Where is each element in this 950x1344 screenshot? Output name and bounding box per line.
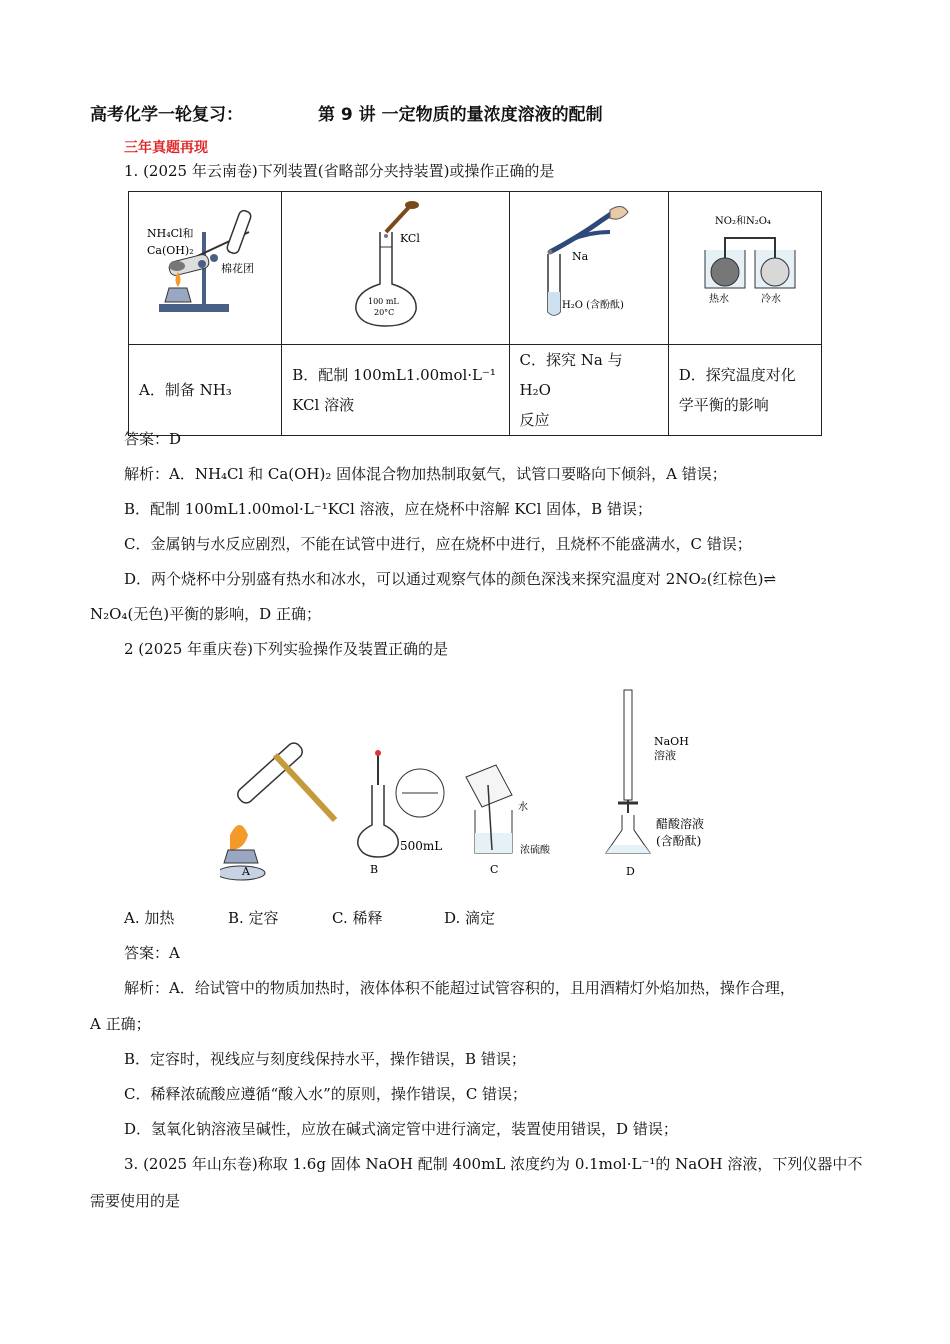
a-label-reagent: NH₄Cl和	[147, 227, 194, 240]
q2-label-a: A	[242, 865, 250, 878]
q1-analysis-4: D．两个烧杯中分别盛有热水和冰水，可以通过观察气体的颜色深浅来探究温度对 2NO₂(红棕色)⇌	[124, 570, 777, 588]
q1-figure-b	[282, 192, 509, 345]
q1-option-a: A．制备 NH₃	[129, 345, 282, 436]
q2-figure-c	[466, 765, 551, 876]
q2-figures	[220, 685, 740, 885]
doc-header-left: 高考化学一轮复习：	[90, 105, 243, 125]
a-label-cotton: 棉花团	[221, 262, 254, 275]
q2-answer: 答案：A	[124, 944, 180, 962]
q2-option-a: A. 加热	[124, 909, 175, 927]
q2-figure-d	[606, 690, 704, 878]
q1-answer: 答案：D	[124, 430, 182, 448]
q2-figure-b	[358, 750, 444, 876]
q2-label-naoh: NaOH	[654, 735, 689, 748]
section-title: 三年真题再现	[124, 140, 208, 156]
doc-header-title: 第 9 讲 一定物质的量浓度溶液的配制	[318, 105, 603, 125]
q3-stem-2: 需要使用的是	[90, 1192, 181, 1210]
q1-analysis-2: B．配制 100mL1.00mol·L⁻¹KCl 溶液，应在烧杯中溶解 KCl 固体，B 错误；	[124, 500, 652, 518]
q2-stem: 2 (2025 年重庆卷)下列实验操作及装置正确的是	[124, 640, 448, 658]
q2-label-indicator: (含酚酞)	[656, 834, 702, 848]
q2-label-acetic: 醋酸溶液	[656, 817, 705, 831]
q1-options-table	[128, 191, 822, 436]
q2-figure-a	[220, 740, 335, 880]
q1-figure-a	[129, 192, 282, 345]
q1-stem: 1. (2025 年云南卷)下列装置(省略部分夹持装置)或操作正确的是	[124, 162, 555, 180]
q2-analysis-5: D．氢氧化钠溶液呈碱性，应放在碱式滴定管中进行滴定，装置使用错误，D 错误；	[124, 1120, 678, 1138]
b-label-temp: 20°C	[374, 308, 395, 317]
b-label-kcl: KCl	[400, 232, 421, 245]
q1-figure-c	[509, 192, 668, 345]
q1-analysis-5: N₂O₄(无色)平衡的影响，D 正确；	[90, 605, 321, 623]
q2-label-500ml: 500mL	[400, 839, 443, 853]
q2-option-c: C. 稀释	[332, 909, 383, 927]
q2-label-c: C	[490, 863, 499, 876]
q1-option-c: C．探究 Na 与 H₂O 反应	[509, 345, 668, 436]
q1-analysis-1: 解析：A．NH₄Cl 和 Ca(OH)₂ 固体混合物加热制取氨气，试管口要略向下倾斜，A 错误；	[124, 465, 727, 483]
q2-analysis-1: 解析：A．给试管中的物质加热时，液体体积不能超过试管容积的，且用酒精灯外焰加热，操作合理，	[124, 979, 795, 997]
q2-label-d: D	[626, 865, 635, 878]
q2-label-water: 水	[518, 802, 528, 813]
q2-label-b: B	[370, 863, 379, 876]
d-label-cold: 冷水	[760, 294, 781, 305]
b-label-volume: 100 mL	[368, 297, 399, 306]
q2-label-acid: 浓硫酸	[520, 845, 550, 856]
q1-option-d: D．探究温度对化 学平衡的影响	[668, 345, 821, 436]
a-label-reagent2: Ca(OH)₂	[147, 244, 194, 257]
c-label-water: H₂O (含酚酞)	[561, 300, 624, 311]
q2-analysis-4: C．稀释浓硫酸应遵循“酸入水”的原则，操作错误，C 错误；	[124, 1085, 528, 1103]
q1-option-b: B．配制 100mL1.00mol·L⁻¹ KCl 溶液	[282, 345, 509, 436]
q1-analysis-3: C．金属钠与水反应剧烈，不能在试管中进行，应在烧杯中进行，且烧杯不能盛满水，C 错误；	[124, 535, 752, 553]
d-label-hot: 热水	[708, 294, 729, 305]
q1-figure-d	[668, 192, 821, 345]
q2-analysis-2: A 正确；	[90, 1015, 151, 1033]
q2-option-d: D. 滴定	[444, 909, 496, 927]
q2-label-naoh2: 溶液	[654, 749, 676, 762]
q2-option-b: B. 定容	[228, 909, 279, 927]
q3-stem-1: 3. (2025 年山东卷)称取 1.6g 固体 NaOH 配制 400mL 浓度约为 0.1mol·L⁻¹的 NaOH 溶液，下列仪器中不	[124, 1155, 863, 1173]
c-label-na: Na	[571, 250, 588, 263]
q2-analysis-3: B．定容时，视线应与刻度线保持水平，操作错误，B 错误；	[124, 1050, 526, 1068]
d-label-gas: NO₂和N₂O₄	[714, 216, 771, 227]
